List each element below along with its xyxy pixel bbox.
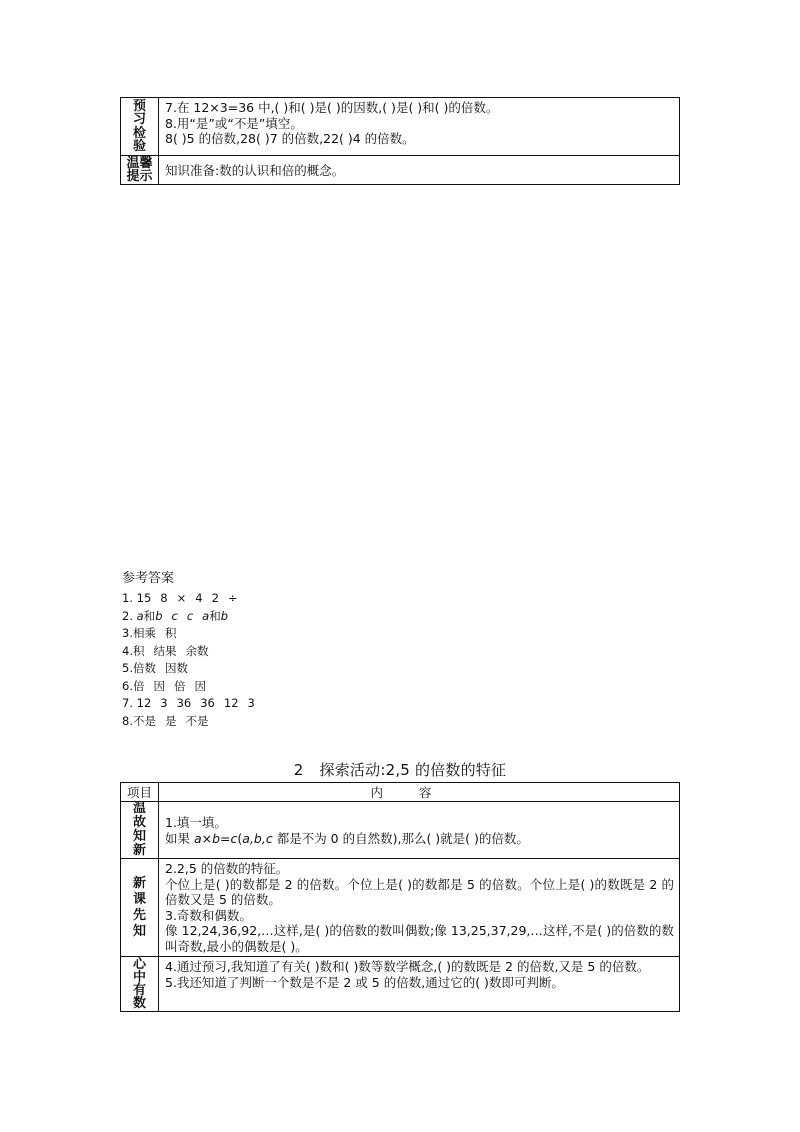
row-content <box>159 156 680 185</box>
answer-line-5 <box>122 660 264 678</box>
row-content <box>159 98 680 156</box>
answer-item: 因数 <box>164 661 188 675</box>
item-3-question: 像 12,24,36,92,…这样,是( )的倍数的数叫偶数;像 13,25,37,29,…这样,不是( )的倍数的数叫奇数,最小的偶数是( )。 <box>165 923 674 954</box>
answer-item: 5.倍数 <box>122 661 156 675</box>
label-text: 心 中 有 数 <box>132 957 146 1011</box>
answer-item: 36 <box>200 696 215 710</box>
question-7: 7.在 12×3=36 中,( )和( )是( )的因数,( )是( )和( )的倍数。 <box>165 100 499 115</box>
item-1-question <box>165 831 674 847</box>
label-text: 温馨 提示 <box>126 155 153 184</box>
header-content: 内容 <box>159 783 680 802</box>
answer-var: c <box>171 608 178 623</box>
text: ( <box>237 831 243 846</box>
row-content <box>159 802 680 859</box>
answer-item: 4 <box>195 591 203 605</box>
answer-item: 是 <box>164 713 177 728</box>
answer-item: 2. <box>122 608 137 623</box>
answer-item: 6.倍 <box>122 678 145 693</box>
section-title <box>0 759 800 780</box>
answer-item: 结果 <box>153 643 177 658</box>
answer-item: 4.积 <box>122 643 145 658</box>
item-2: 2.2,5 的倍数的特征。 <box>165 861 289 876</box>
tip-text: 知识准备:数的认识和倍的概念。 <box>165 163 345 179</box>
answer-item: 和 <box>143 608 156 623</box>
table-row <box>121 957 680 1012</box>
answer-var: b <box>220 608 229 623</box>
answer-item: 2 <box>211 591 219 605</box>
answer-item: 36 <box>176 696 192 710</box>
answer-item: × <box>176 591 187 605</box>
label-text: 预 习 检 验 <box>132 98 146 154</box>
answer-item: 8.不是 <box>122 713 156 728</box>
question-8-blanks: 8( )5 的倍数,28( )7 的倍数,22( )4 的倍数。 <box>165 131 415 147</box>
answer-item: 8 <box>160 591 168 605</box>
row-content <box>159 957 680 1012</box>
answer-item: 因 <box>194 678 206 693</box>
section-heading: 探索活动:2,5 的倍数的特征 <box>319 761 507 779</box>
answer-item: 1. 15 <box>122 591 152 605</box>
answer-var: b <box>155 608 163 623</box>
table-row <box>121 802 680 859</box>
answer-line-3 <box>122 625 264 643</box>
answer-item: 3 <box>160 696 168 710</box>
answer-var: a <box>136 608 144 623</box>
row-content <box>159 859 680 957</box>
header-item: 项目 <box>121 783 159 802</box>
answer-title: 参考答案 <box>122 571 175 586</box>
answer-line-4 <box>122 643 264 661</box>
table-row <box>121 98 680 156</box>
row-label-preview-check <box>121 98 159 156</box>
preview-table <box>120 97 680 185</box>
text: 都是不为 0 的自然数),那么( )就是( )的倍数。 <box>272 831 529 846</box>
table-row <box>121 156 680 185</box>
answer-line-2 <box>122 608 264 626</box>
item-3: 3.奇数和偶数。 <box>165 907 252 923</box>
answer-item: 7. 12 <box>122 696 152 710</box>
label-text: 温 故 知 新 <box>132 801 146 858</box>
answer-item: 12 <box>223 696 239 710</box>
answer-line-1 <box>122 590 264 608</box>
answer-var: c <box>186 608 194 623</box>
question-8: 8.用“是”或“不是”填空。 <box>165 115 303 131</box>
answer-var: a <box>202 608 210 623</box>
answer-item: 倍 <box>173 678 186 693</box>
item-5: 5.我还知道了判断一个数是不是 2 或 5 的倍数,通过它的( )数即可判断。 <box>165 974 564 990</box>
formula-vars: a,b,c <box>242 831 273 846</box>
answer-item: ÷ <box>227 591 238 605</box>
table-header-row <box>121 783 680 802</box>
answer-line-7 <box>122 695 264 713</box>
answer-item: 余数 <box>185 643 209 658</box>
item-1: 1.填一填。 <box>165 815 227 831</box>
answer-item: 因 <box>153 678 165 693</box>
row-label-summary <box>121 957 159 1012</box>
lesson-table <box>120 782 680 1012</box>
item-2-question: 个位上是( )的数都是 2 的倍数。个位上是( )的数都是 5 的倍数。个位上是( )的数既是 2 的倍数又是 5 的倍数。 <box>165 876 674 908</box>
item-4: 4.通过预习,我知道了有关( )数和( )数等数学概念,( )的数既是 2 的倍数,又是 5 的倍数。 <box>165 959 650 974</box>
text: 如果 <box>165 831 194 846</box>
table-row <box>121 859 680 957</box>
answer-key <box>122 570 264 730</box>
row-label-new-lesson <box>121 859 159 957</box>
answer-item: 和 <box>209 608 221 623</box>
row-label-review <box>121 802 159 859</box>
row-label-tip <box>121 156 159 185</box>
formula: a×b=c <box>193 831 238 846</box>
answer-item: 3 <box>247 696 255 710</box>
answer-item: 3.相乘 <box>122 626 156 640</box>
label-text: 新 课 先 知 <box>132 875 146 939</box>
section-number: 2 <box>293 761 304 779</box>
answer-item: 不是 <box>185 713 209 728</box>
answer-item: 积 <box>164 626 177 640</box>
answer-line-6 <box>122 678 264 696</box>
answer-line-8 <box>122 713 264 731</box>
